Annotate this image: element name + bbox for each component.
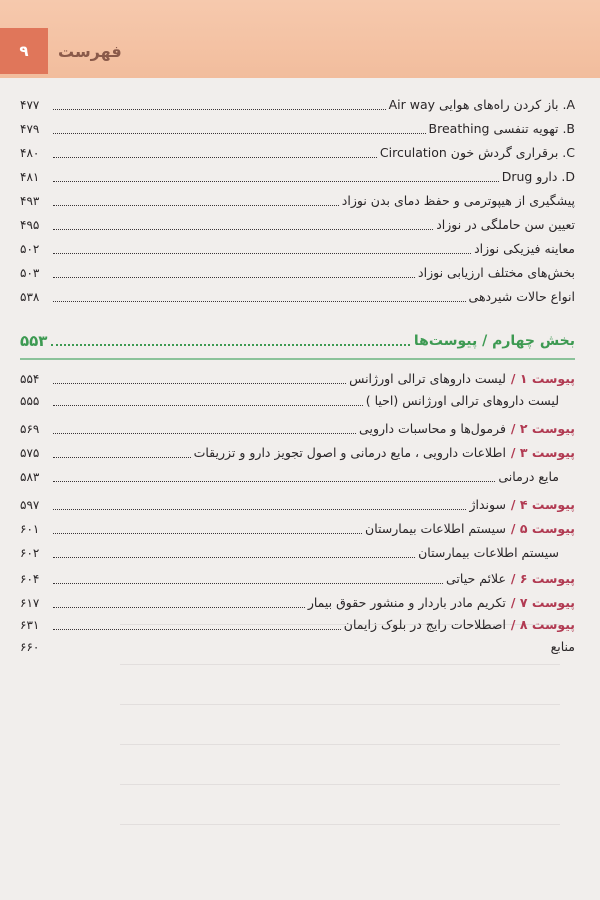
toc-entry-title	[349, 368, 575, 390]
toc-entry[interactable]	[20, 568, 575, 590]
toc-entry-title: تعیین سن حاملگی در نوزاد	[436, 217, 575, 232]
toc-entry-title: لیست داروهای ترالی اورژانس (احیا )	[365, 393, 559, 408]
toc-entry-page: ۵۰۳	[20, 266, 40, 280]
leader-dots	[53, 181, 499, 182]
appendix-prefix: پیوست ۶ /	[510, 571, 575, 586]
toc-entry-title: B. تهویه تنفسی Breathing	[428, 121, 575, 136]
toc-entry-title	[344, 614, 575, 636]
toc-entry-text: سیستم اطلاعات بیمارستان	[365, 521, 506, 536]
toc-entry-page: ۵۶۹	[20, 422, 40, 436]
toc-entry[interactable]	[20, 390, 575, 412]
toc-entry-text: علائم حیاتی	[446, 571, 506, 586]
toc-entry-title: سیستم اطلاعات بیمارستان	[418, 545, 559, 560]
toc-entry[interactable]	[20, 592, 575, 614]
toc-entry[interactable]	[20, 518, 575, 540]
toc-entry[interactable]	[20, 494, 575, 516]
toc-entry-page: ۴۸۰	[20, 146, 40, 160]
bleed-line	[120, 772, 560, 785]
appendix-prefix: پیوست ۷ /	[510, 595, 575, 610]
leader-dots	[53, 607, 305, 608]
toc-entry-title	[194, 442, 575, 464]
toc-entry[interactable]	[20, 442, 575, 464]
leader-dots	[51, 344, 409, 346]
leader-dots	[53, 301, 466, 302]
toc-entry[interactable]	[20, 614, 575, 636]
toc-entry-page: ۶۶۰	[20, 640, 40, 654]
toc-entry[interactable]	[20, 214, 575, 236]
toc-entry-title: انواع حالات شیردهی	[468, 289, 575, 304]
toc-entry-page: ۵۸۳	[20, 470, 40, 484]
toc-entry-title: منابع	[550, 639, 575, 654]
appendix-prefix: پیوست ۴ /	[510, 497, 575, 512]
section-page: ۵۵۳	[20, 332, 48, 350]
toc-entry-title: پیشگیری از هیپوترمی و حفظ دمای بدن نوزاد	[341, 193, 575, 208]
toc-entry-text: لیست داروهای ترالی اورژانس	[349, 371, 506, 386]
toc-entry-text: اصطلاحات رایج در بلوک زایمان	[343, 617, 506, 632]
toc-entry-page: ۴۷۹	[20, 122, 40, 136]
toc-entry[interactable]	[20, 118, 575, 140]
toc-entry-title: بخش‌های مختلف ارزیابی نوزاد	[418, 265, 575, 280]
toc-entry-text: فرمول‌ها و محاسبات دارویی	[359, 421, 506, 436]
page-title: فهرست	[58, 42, 122, 61]
toc-entry-title	[469, 494, 575, 516]
toc-entry-title: A. باز کردن راه‌های هوایی Air way	[388, 97, 575, 112]
toc-entry-page: ۴۸۱	[20, 170, 40, 184]
toc-entry[interactable]	[20, 190, 575, 212]
toc-entry[interactable]	[20, 238, 575, 260]
toc-entry-page: ۵۵۴	[20, 372, 40, 386]
table-of-contents	[0, 92, 600, 900]
leader-dots	[53, 205, 339, 206]
appendix-prefix: پیوست ۸ /	[510, 617, 575, 632]
leader-dots	[53, 433, 356, 434]
bleed-line	[120, 812, 560, 825]
leader-dots	[53, 405, 363, 406]
toc-entry[interactable]	[20, 262, 575, 284]
toc-entry-page: ۶۱۷	[20, 596, 40, 610]
toc-entry-page: ۵۷۵	[20, 446, 40, 460]
toc-entry[interactable]	[20, 418, 575, 440]
toc-entry-title: D. دارو Drug	[501, 169, 575, 184]
header-bar	[0, 0, 600, 78]
toc-entry-page: ۵۰۲	[20, 242, 40, 256]
leader-dots	[53, 509, 466, 510]
leader-dots	[53, 557, 415, 558]
toc-entry-page: ۴۹۵	[20, 218, 40, 232]
appendix-prefix: پیوست ۱ /	[510, 371, 575, 386]
toc-entry-page: ۵۹۷	[20, 498, 40, 512]
toc-entry-page: ۵۳۸	[20, 290, 40, 304]
section-divider	[20, 358, 575, 360]
toc-entry-text: اطلاعات دارویی ، مایع درمانی و اصول تجویز دارو و تزریقات	[193, 445, 506, 460]
toc-entry[interactable]	[20, 466, 575, 488]
toc-entry-page: ۶۳۱	[20, 618, 40, 632]
toc-entry-text: سونداژ	[469, 497, 506, 512]
toc-entry-page: ۵۵۵	[20, 394, 40, 408]
toc-entry[interactable]	[20, 166, 575, 188]
appendix-prefix: پیوست ۳ /	[510, 445, 575, 460]
leader-dots	[53, 383, 346, 384]
toc-entry-title: C. برقراری گردش خون Circulation	[379, 145, 575, 160]
toc-entry-page: ۶۰۱	[20, 522, 40, 536]
bleed-line	[120, 692, 560, 705]
page-number: ۹	[0, 28, 48, 74]
toc-entry-page: ۴۷۷	[20, 98, 40, 112]
toc-entry[interactable]	[20, 142, 575, 164]
leader-dots	[53, 133, 426, 134]
toc-entry[interactable]	[20, 636, 575, 658]
leader-dots	[53, 109, 386, 110]
toc-entry-page: ۶۰۲	[20, 546, 40, 560]
leader-dots	[53, 253, 471, 254]
toc-entry-title: معاینه فیزیکی نوزاد	[474, 241, 575, 256]
toc-entry-text: تکریم مادر باردار و منشور حقوق بیمار	[307, 595, 506, 610]
toc-entry-page: ۶۰۴	[20, 572, 40, 586]
toc-entry-title: مایع درمانی	[498, 469, 559, 484]
leader-dots	[53, 481, 495, 482]
leader-dots	[53, 229, 433, 230]
toc-entry-title	[308, 592, 575, 614]
toc-entry[interactable]	[20, 368, 575, 390]
leader-dots	[53, 277, 415, 278]
toc-entry[interactable]	[20, 286, 575, 308]
leader-dots	[53, 583, 443, 584]
toc-entry-title	[359, 418, 575, 440]
toc-entry-title	[446, 568, 575, 590]
toc-entry[interactable]	[20, 542, 575, 564]
toc-entry[interactable]	[20, 94, 575, 116]
leader-dots	[53, 457, 191, 458]
leader-dots	[53, 157, 377, 158]
bleed-line	[120, 732, 560, 745]
leader-dots	[53, 533, 362, 534]
section-heading[interactable]	[20, 328, 575, 354]
appendix-prefix: پیوست ۲ /	[510, 421, 575, 436]
toc-entry-title	[365, 518, 575, 540]
toc-entry-page: ۴۹۳	[20, 194, 40, 208]
leader-dots	[53, 629, 341, 630]
appendix-prefix: پیوست ۵ /	[510, 521, 575, 536]
section-title: بخش چهارم / پیوست‌ها	[413, 333, 575, 349]
